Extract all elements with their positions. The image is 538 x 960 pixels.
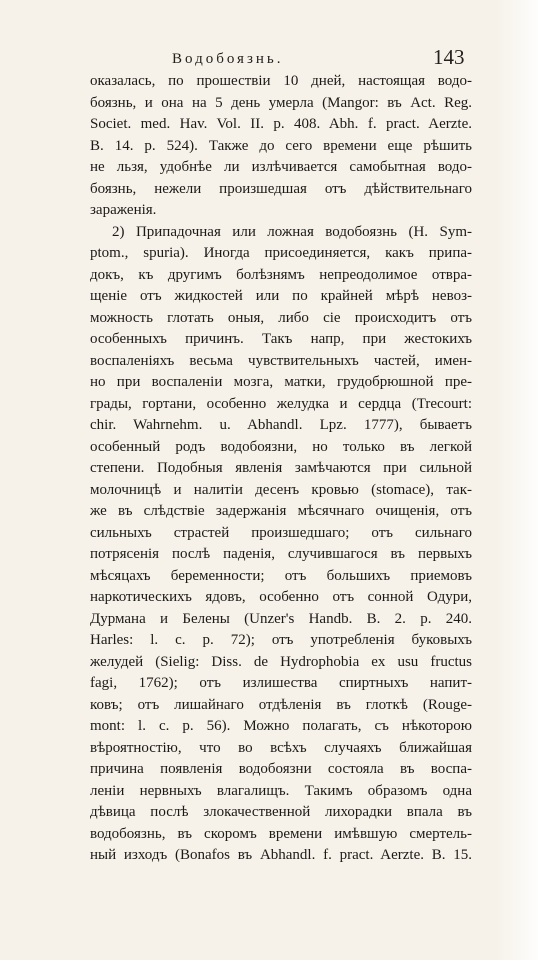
text-line: сильныхъ страстей произшедшаго; отъ сильнаго [90, 524, 472, 541]
text-line: степени. Подобныя явленiя замѣчаются при сильной [90, 460, 472, 476]
text-line: Societ. med. Hav. Vol. II. p. 408. Abh. f. pract. Aerzte. [90, 116, 472, 132]
text-line: fagi, 1762); отъ излишества спиртныхъ напит- [90, 675, 472, 691]
text-line: B. 14. p. 524). Также до сего времени еще рѣшить [90, 137, 472, 154]
text-line: можность глотать оныя, либо сiе происходитъ отъ [90, 309, 472, 326]
text-line: щенiе отъ жидкостей или по крайней мѣрѣ невоз- [90, 288, 472, 304]
body-text [90, 71, 472, 867]
text-line: потрясенiя послѣ паденiя, случившагося въ первыхъ [90, 546, 472, 562]
text-line: ptom., spuria). Иногда присоединяется, какъ припа- [90, 245, 472, 261]
page-number: 143 [433, 45, 465, 69]
text-line: боязнь, нежели произшедшая отъ дѣйствительнаго [90, 180, 472, 197]
text-line: chir. Wahrnehm. u. Abhandl. Lpz. 1777), бываетъ [90, 417, 472, 433]
text-line: особенный родъ водобоязни, но только въ легкой [90, 438, 472, 455]
text-line: mont: l. c. p. 56). Можно полагать, съ нѣкоторою [90, 718, 472, 734]
running-title: Водобоязнь. [172, 51, 284, 67]
text-line: грады, гортани, особенно желудка и сердца (Trecourt: [90, 395, 472, 412]
text-line: ковъ; отъ лишайнаго отдѣленiя въ глоткѣ (Rouge- [90, 696, 472, 713]
text-line: оказалась, по прошествiи 10 дней, настоящая водо- [90, 73, 472, 89]
text-line: причина появленiя водобоязни состояла въ воспа- [90, 761, 472, 777]
text-line: зараженiя. [90, 202, 157, 218]
text-line: наркотическихъ ядовъ, особенно отъ сонной Одури, [90, 589, 472, 605]
text-line: молочницѣ и налитiи десенъ кровью (stomace), так- [90, 481, 472, 498]
text-line: воспаленiяхъ весьма чувствительныхъ частей, имен- [90, 352, 472, 369]
text-line: 2) Припадочная или ложная водобоязнь (H. Sym- [112, 223, 472, 240]
text-line: но при воспаленiи мозга, матки, грудобрюшной пре- [90, 374, 472, 390]
text-line: же въ слѣдствiе задержанiя мѣсячнаго очищенiя, отъ [90, 503, 472, 519]
text-line: водобоязнь, въ скоромъ времени имѣвшую смертель- [90, 825, 472, 842]
text-line: Дурмана и Белены (Unzer's Handb. B. 2. p. 240. [90, 610, 472, 627]
text-line: Harles: l. c. p. 72); отъ употребленiя буковыхъ [90, 632, 472, 648]
text-line: боязнь, и она на 5 день умерла (Mangor: въ Act. Reg. [90, 94, 472, 111]
text-line: особенныхъ причинъ. Такъ напр, при жестокихъ [90, 331, 472, 347]
text-line: вѣроятностiю, что во всѣхъ случаяхъ ближайшая [90, 739, 472, 756]
text-line: ленiи нервныхъ влагалищъ. Такимъ образомъ одна [90, 782, 472, 799]
text-line: докъ, къ другимъ болѣзнямъ непреодолимое отвра- [90, 266, 472, 283]
text-line: желудей (Sielig: Diss. de Hydrophobia ex usu fructus [90, 653, 472, 670]
text-line: дѣвица послѣ злокачественной лихорадки впала въ [90, 804, 472, 820]
text-line: мѣсяцахъ беременности; отъ большихъ приемовъ [90, 567, 472, 584]
text-line: не льзя, удобнѣе ли излѣчивается самобытная водо- [90, 159, 472, 175]
text-line: ный изходъ (Bonafos въ Abhandl. f. pract. Aerzte. B. 15. [90, 847, 472, 863]
